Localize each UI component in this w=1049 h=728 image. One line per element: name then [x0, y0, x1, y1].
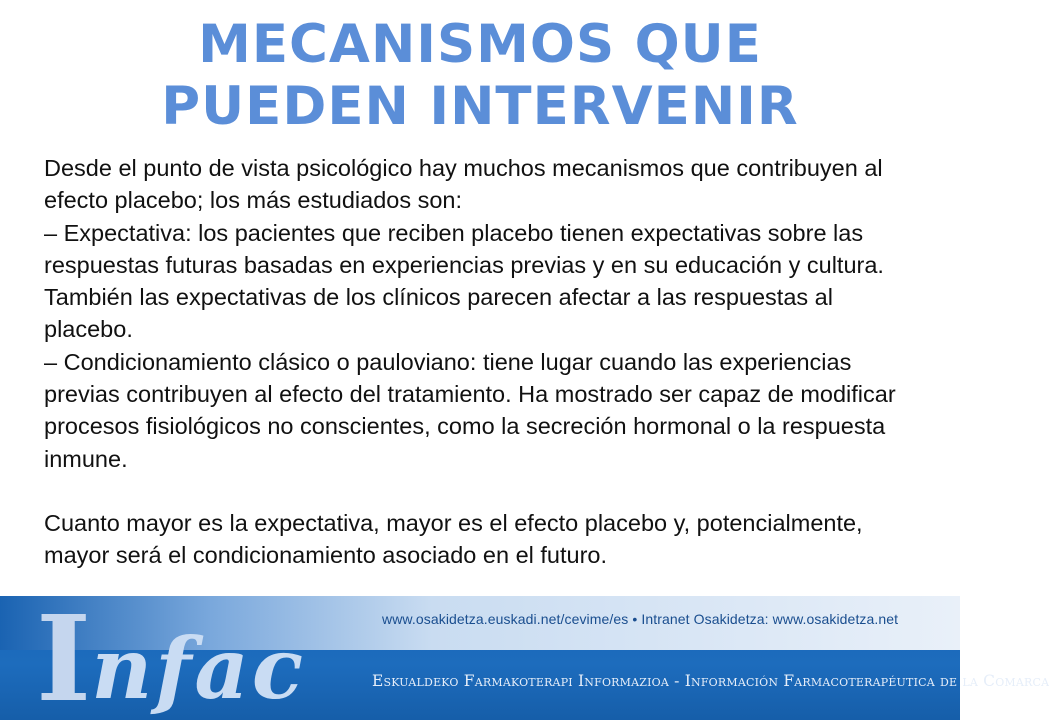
- paragraph-spacer: [44, 475, 924, 507]
- logo-initial: I: [36, 589, 92, 728]
- infac-logo: [36, 589, 326, 728]
- intro-paragraph: Desde el punto de vista psicológico hay muchos mecanismos que contribuyen al efecto placebo; los más estudiados son:: [44, 155, 883, 214]
- expectation-paragraph: – Expectativa: los pacientes que reciben placebo tienen expectativas sobre las respuestas futuras basadas en experiencias previas y en su educación y cultura. También las expectativas de los clínicos parecen afectar a las respuestas al placebo.: [44, 219, 884, 343]
- banner-tagline: Eskualdeko Farmakoterapi Informazioa - Información Farmacoterapéutica de la Comarca: [372, 672, 1049, 690]
- footer-banner: [0, 589, 1049, 728]
- slide-title-line-1: MECANISMOS QUE: [198, 14, 762, 75]
- slide-body: [44, 152, 924, 572]
- banner-urls: www.osakidetza.euskadi.net/cevime/es • Intranet Osakidetza: www.osakidetza.net: [382, 611, 899, 627]
- conclusion-paragraph: Cuanto mayor es la expectativa, mayor es el efecto placebo y, potencialmente, mayor será el condicionamiento asociado en el futuro.: [44, 509, 863, 569]
- logo-rest: nfac: [91, 619, 306, 718]
- slide-title: [0, 14, 960, 138]
- slide-title-line-2: PUEDEN INTERVENIR: [161, 76, 799, 137]
- conditioning-paragraph: – Condicionamiento clásico o pauloviano: tiene lugar cuando las experiencias previas contribuyen al efecto del tratamiento. Ha mostrado ser capaz de modificar procesos fisiológicos no conscientes, como la secreción hormonal o la respuesta inmune.: [44, 348, 896, 472]
